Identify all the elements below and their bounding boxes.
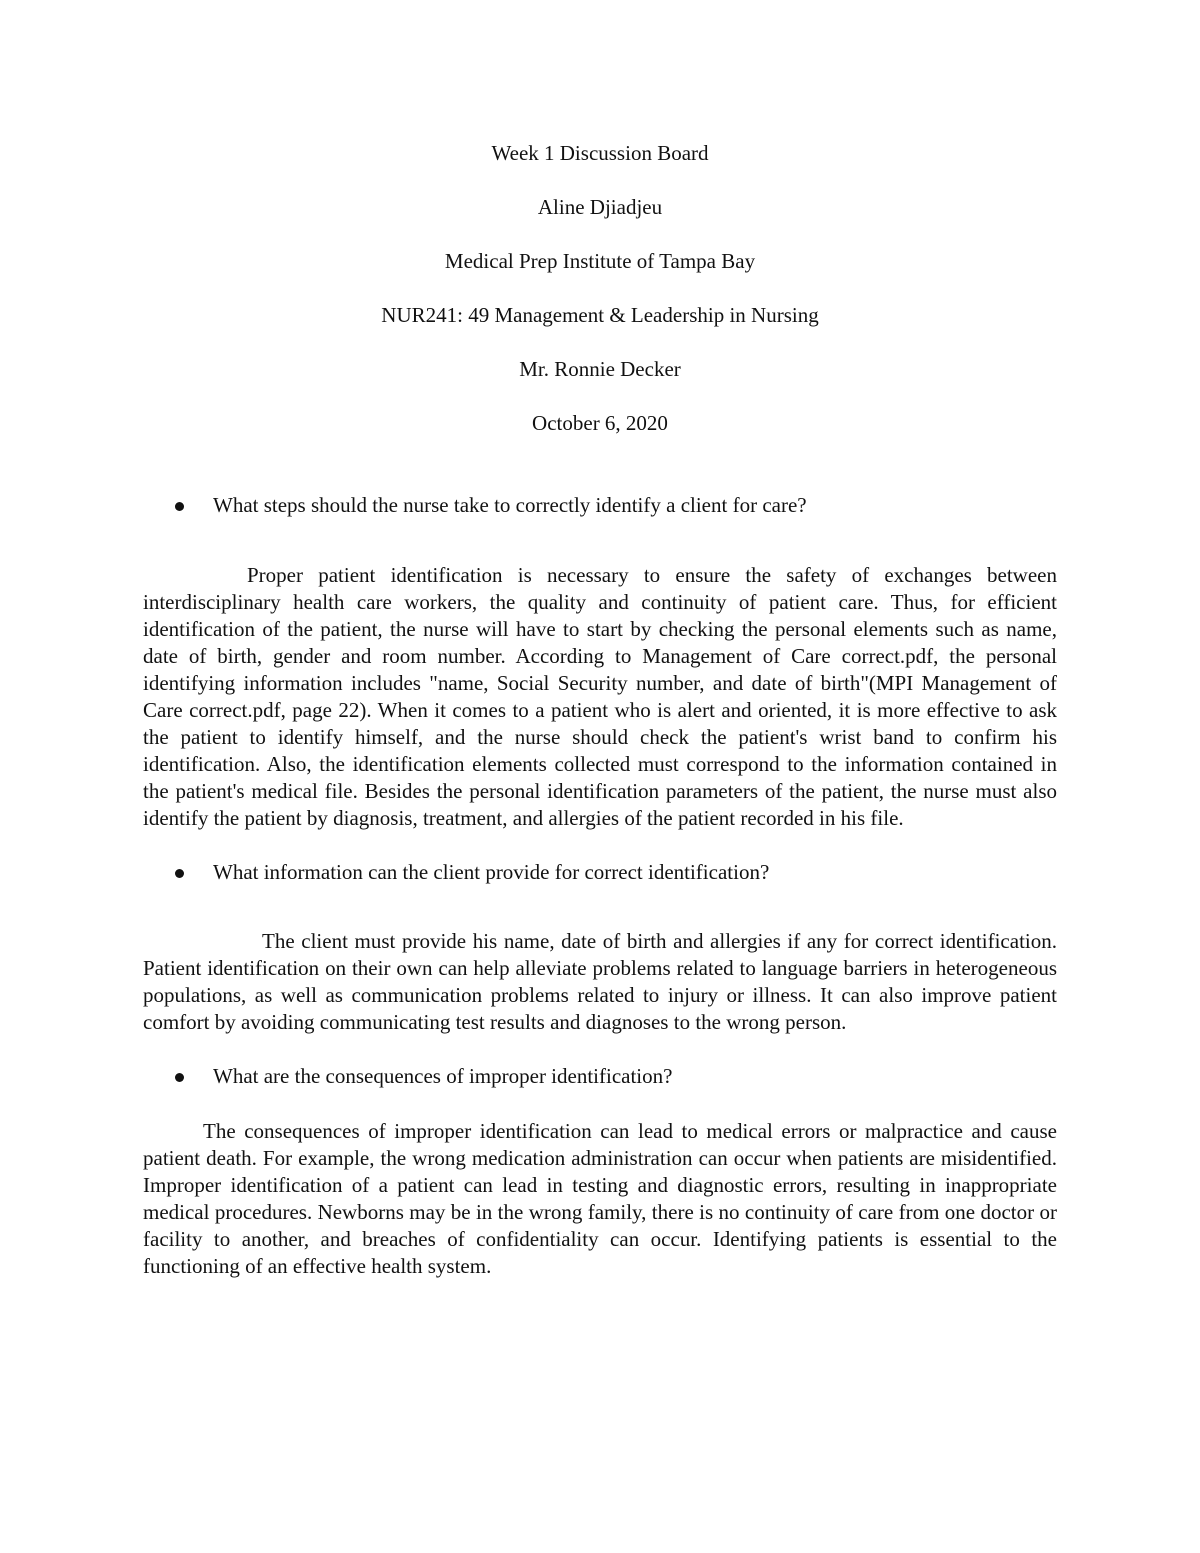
question-2-text: What information can the client provide for correct identification? [213,860,770,884]
instructor-name: Mr. Ronnie Decker [519,357,681,381]
course-name: NUR241: 49 Management & Leadership in Nursing [381,303,819,327]
title-block [0,140,1200,464]
institution-name: Medical Prep Institute of Tampa Bay [444,249,756,273]
discussion-content [143,492,1057,1280]
answer-2-paragraph: The client must provide his name, date of birth and allergies if any for correct identification. Patient identification on their own can help alleviate problems related to language barriers in heterogeneous populations, as well as communication problems related to injury or illness. It can also improve patient comfort by avoiding communicating test results and diagnoses to the wrong person. [143,929,1057,1034]
bullet-icon [175,502,184,511]
bullet-icon [175,869,184,878]
question-1 [143,492,1057,519]
author-name: Aline Djiadjeu [537,195,663,219]
question-3-text: What are the consequences of improper identification? [213,1064,673,1088]
bullet-icon [175,1073,184,1082]
document-title: Week 1 Discussion Board [491,141,709,165]
question-1-text: What steps should the nurse take to correctly identify a client for care? [213,493,807,517]
answer-3-paragraph: The consequences of improper identification can lead to medical errors or malpractice and cause patient death. For example, the wrong medication administration can occur when patients are misidentified. Improper identification of a patient can lead in testing and diagnostic errors, resulting in inappropriate medical procedures. Newborns may be in the wrong family, there is no continuity of care from one doctor or facility to another, and breaches of confidentiality can occur. Identifying patients is essential to the functioning of an effective health system. [143,1119,1057,1278]
question-3 [143,1063,1057,1090]
answer-1-paragraph: Proper patient identification is necessary to ensure the safety of exchanges between interdisciplinary health care workers, the quality and continuity of patient care. Thus, for efficient identification of the patient, the nurse will have to start by checking the personal elements such as name, date of birth, gender and room number. According to Management of Care correct.pdf, the personal identifying information includes "name, Social Security number, and date of birth"(MPI Management of Care correct.pdf, page 22). When it comes to a patient who is alert and oriented, it is more effective to ask the patient to identify himself, and the nurse should check the patient's wrist band to confirm his identification. Also, the identification elements collected must correspond to the information contained in the patient's medical file. Besides the personal identification parameters of the patient, the nurse must also identify the patient by diagnosis, treatment, and allergies of the patient recorded in his file. [143,563,1057,830]
question-2 [143,859,1057,886]
document-date: October 6, 2020 [532,411,668,435]
